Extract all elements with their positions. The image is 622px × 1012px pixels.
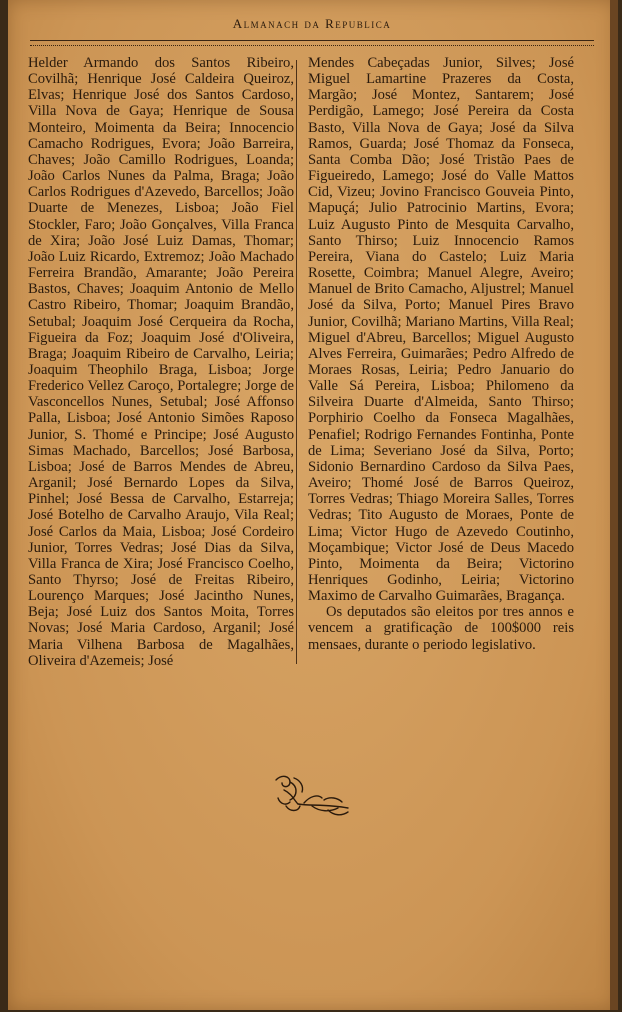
page-header: Almanach da Republica [232,16,392,31]
column-divider [296,60,297,664]
page [8,0,616,1010]
header-rule [30,40,594,46]
right-column-paragraph: Os deputados são eleitos por tres annos e vencem a gratificação de 100$000 reis mensaes, durante o periodo legislativo. [308,604,574,653]
right-column-text: Mendes Cabeçadas Junior, Silves; José Miguel Lamartine Prazeres da Costa, Margão; José Montez, Santarem; José Perdigão, Lamego; José Pereira da Costa Basto, Villa Nova de Gaya; José da Silva Ramos, Guarda; José Thomaz da Fonseca, Santa Comba Dão; José Tristão Paes de Figueiredo, Lamego; José do Valle Mattos Cid, Vizeu; Jovino Francisco Gouveia Pinto, Mapuçá; Julio Patrocinio Martins, Evora; Luiz Augusto Pinto de Mesquita Carvalho, Santo Thirso; Luiz Innocencio Ramos Pereira, Viana do Castelo; Luiz Maria Rosette, Coimbra; Manuel Alegre, Aveiro; Manuel de Brito Camacho, Aljustrel; Manuel José da Silva, Porto; Manuel Pires Bravo Junior, Covilhã; Mariano Martins, Villa Real; Miguel d'Abreu, Barcellos; Miguel Augusto Alves Ferreira, Guimarães; Pedro Alfredo de Moraes Rosas, Leiria; Pedro Januario do Valle Sá Pereira, Lisboa; Philomeno da Silveira Duarte d'Almeida, Santo Thirso; Porphirio Coelho da Fonseca Magalhães, Penafiel; Rodrigo Fernandes Fontinha, Ponte de Lima; Severiano José da Silva, Porto; Sidonio Bernardino Cardoso da Silva Paes, Aveiro; Thomé José de Barros Queiroz, Torres Vedras; Thiago Moreira Salles, Torres Vedras; Tito Augusto de Moraes, Ponte de Lima; Victor Hugo de Azevedo Coutinho, Moçambique; Victor José de Deus Macedo Pinto, Moimenta da Beira; Victorino Henriques Godinho, Leiria; Victorino Maximo de Carvalho Guimarães, Bragança. [308,55,574,605]
left-column-text: Helder Armando dos Santos Ribeiro, Covilhã; Henrique José Caldeira Queiroz, Elvas; Henrique José dos Santos Cardoso, Villa Nova de Gaya; Henrique de Sousa Monteiro, Moimenta da Beira; Innocencio Camacho Rodrigues, Evora; João Barreira, Chaves; João Camillo Rodrigues, Loanda; João Carlos Nunes da Palma, Braga; João Carlos Rodrigues d'Azevedo, Barcellos; João Duarte de Menezes, Lisboa; João Fiel Stockler, Faro; João Gonçalves, Villa Franca de Xira; João José Luiz Damas, Thomar; João Luiz Ricardo, Extremoz; João Machado Ferreira Brandão, Amarante; João Pereira Bastos, Chaves; Joaquim Antonio de Mello Castro Ribeiro, Thomar; Joaquim Brandão, Setubal; Joaquim José Cerqueira da Rocha, Figueira da Foz; Joaquim José d'Oliveira, Braga; Joaquim Ribeiro de Carvalho, Leiria; Joaquim Theophilo Braga, Lisboa; Jorge Frederico Vellez Caroço, Portalegre; Jorge de Vasconcellos Nunes, Setubal; José Affonso Palla, Lisboa; José Antonio Simões Raposo Junior, S. Thomé e Principe; José Augusto Simas Machado, Barcellos; José Barbosa, Lisboa; José de Barros Mendes de Abreu, Arganil; José Bernardo Lopes da Silva, Pinhel; José Bessa de Carvalho, Estarreja; José Botelho de Carvalho Araujo, Vila Real; José Carlos da Maia, Lisboa; José Cordeiro Junior, Torres Vedras; José Dias da Silva, Villa Franca de Xira; José Francisco Coelho, Santo Thyrso; José de Freitas Ribeiro, Lourenço Marques; José Jacintho Nunes, Beja; José Luiz dos Santos Moita, Torres Novas; José Maria Cardoso, Arganil; José Maria Vilhena Barbosa de Magalhães, Oliveira d'Azemeis; José [28,55,294,669]
page-binding-edge [610,0,618,1010]
left-column [28,55,294,669]
floral-vignette-icon [268,770,358,820]
right-column [308,55,574,653]
